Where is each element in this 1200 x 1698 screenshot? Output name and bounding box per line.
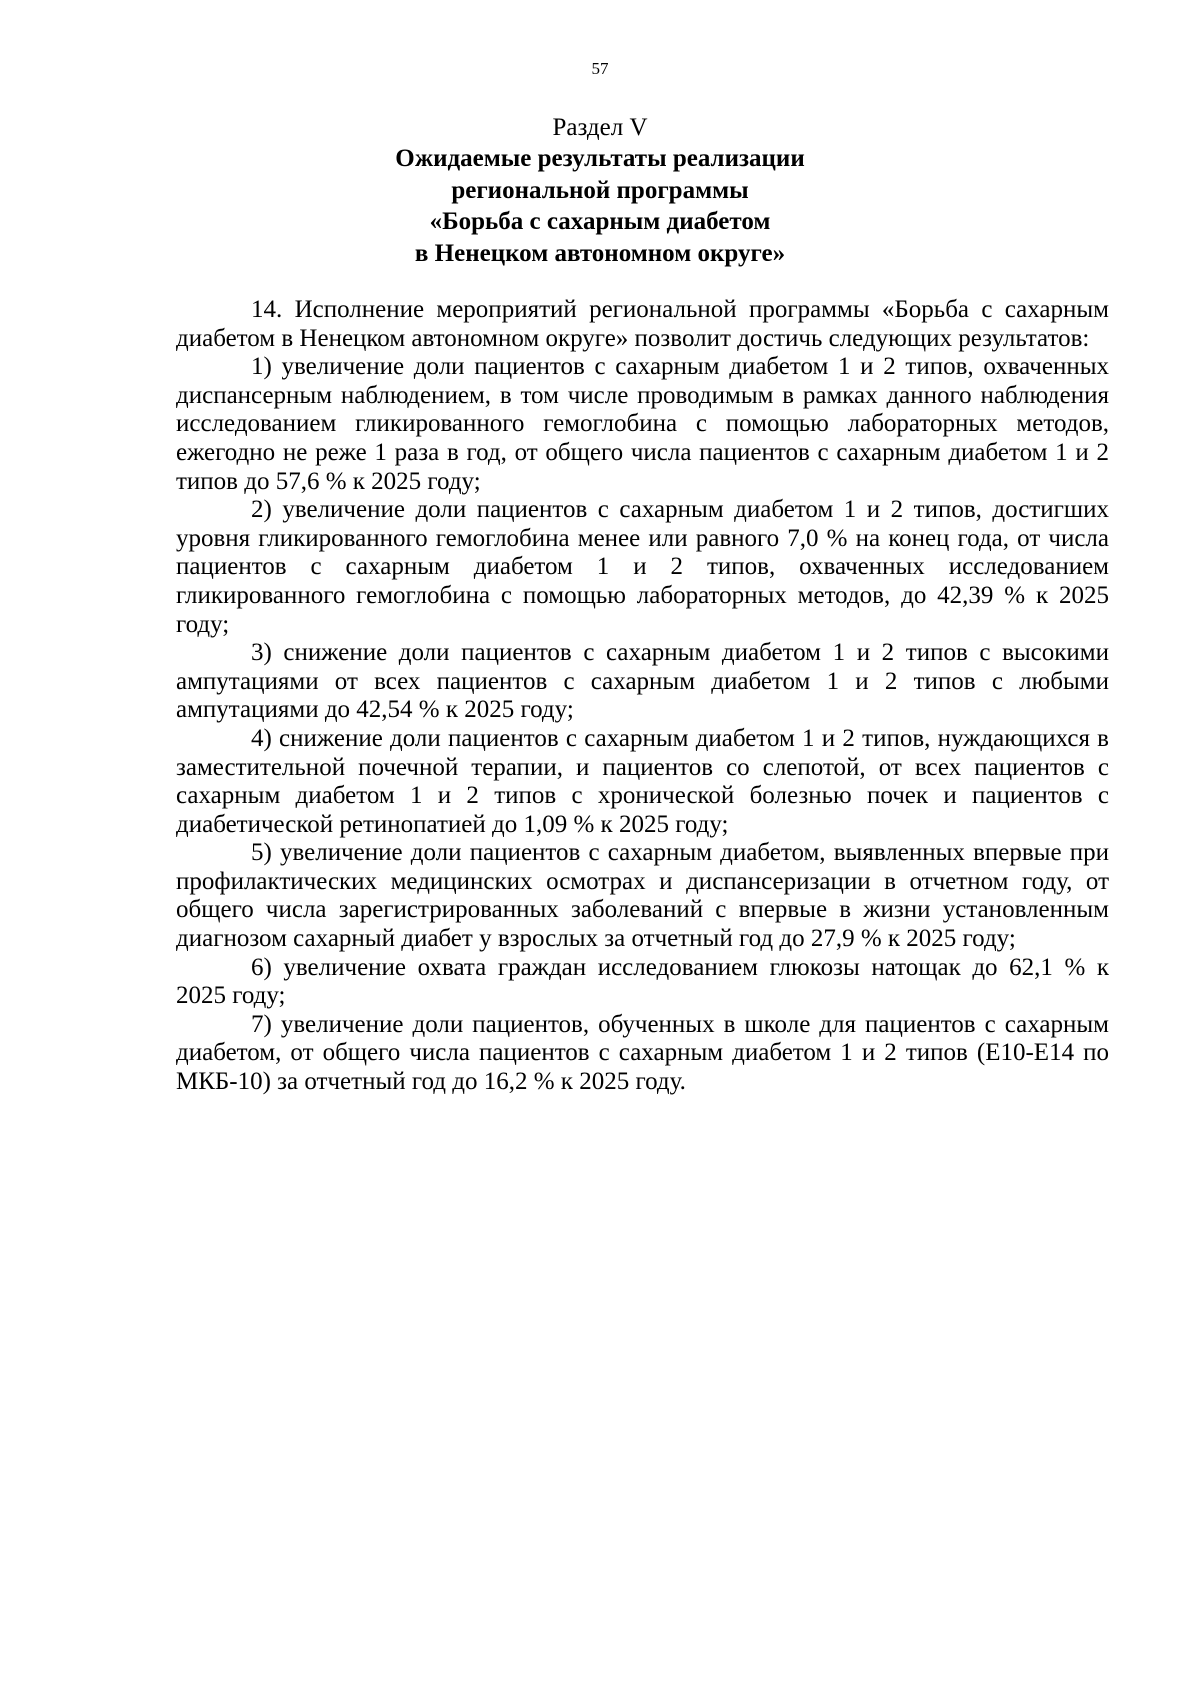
paragraph-item-5: 5) увеличение доли пациентов с сахарным диабетом, выявленных впервые при профилактических медицинских осмотрах и диспансеризации в отчетном году, от общего числа зарегистрированных заболеваний с впервые в жизни установленным диагнозом сахарный диабет у взрослых за отчетный год до 27,9 % к 2025 году; xyxy=(176,839,1109,953)
section-heading xyxy=(180,112,1020,269)
paragraph-intro: 14. Исполнение мероприятий региональной программы «Борьба с сахарным диабетом в Ненецком автономном округе» позволит достичь следующих результатов: xyxy=(176,296,1109,352)
paragraph-item-6: 6) увеличение охвата граждан исследованием глюкозы натощак до 62,1 % к 2025 году; xyxy=(176,953,1109,1010)
paragraph-item-3: 3) снижение доли пациентов с сахарным диабетом 1 и 2 типов с высокими ампутациями от всех пациентов с сахарным диабетом 1 и 2 типов с любыми ампутациями до 42,54 % к 2025 году; xyxy=(176,639,1109,724)
section-title-line: Ожидаемые результаты реализации xyxy=(395,145,805,172)
section-title-line: «Борьба с сахарным диабетом xyxy=(429,208,771,235)
paragraph-item-4: 4) снижение доли пациентов с сахарным диабетом 1 и 2 типов, нуждающихся в заместительной почечной терапии, и пациентов со слепотой, от всех пациентов с сахарным диабетом 1 и 2 типов с хронической болезнью почек и пациентов с диабетической ретинопатией до 1,09 % к 2025 году; xyxy=(176,724,1109,838)
section-title xyxy=(180,143,1020,269)
paragraph-item-7: 7) увеличение доли пациентов, обученных в школе для пациентов с сахарным диабетом, от общего числа пациентов с сахарным диабетом 1 и 2 типов (Е10-Е14 по МКБ-10) за отчетный год до 16,2 % к 2025 году. xyxy=(176,1010,1109,1096)
paragraph-item-2: 2) увеличение доли пациентов с сахарным диабетом 1 и 2 типов, достигших уровня гликированного гемоглобина менее или равного 7,0 % на конец года, от числа пациентов с сахарным диабетом 1 и 2 типов, охваченных исследованием гликированного гемоглобина с помощью лабораторных методов, до 42,39 % к 2025 году; xyxy=(176,496,1109,638)
section-title-line: в Ненецком автономном округе» xyxy=(414,239,786,267)
body-text xyxy=(176,296,1109,1097)
section-label: Раздел V xyxy=(552,114,648,141)
page-number: 57 xyxy=(591,59,609,78)
paragraph-item-1: 1) увеличение доли пациентов с сахарным диабетом 1 и 2 типов, охваченных диспансерным наблюдением, в том числе проводимым в рамках данного наблюдения исследованием гликированного гемоглобина с помощью лабораторных методов, ежегодно не реже 1 раза в год, от общего числа пациентов с сахарным диабетом 1 и 2 типов до 57,6 % к 2025 году; xyxy=(176,353,1109,495)
section-title-line: региональной программы xyxy=(451,176,749,204)
